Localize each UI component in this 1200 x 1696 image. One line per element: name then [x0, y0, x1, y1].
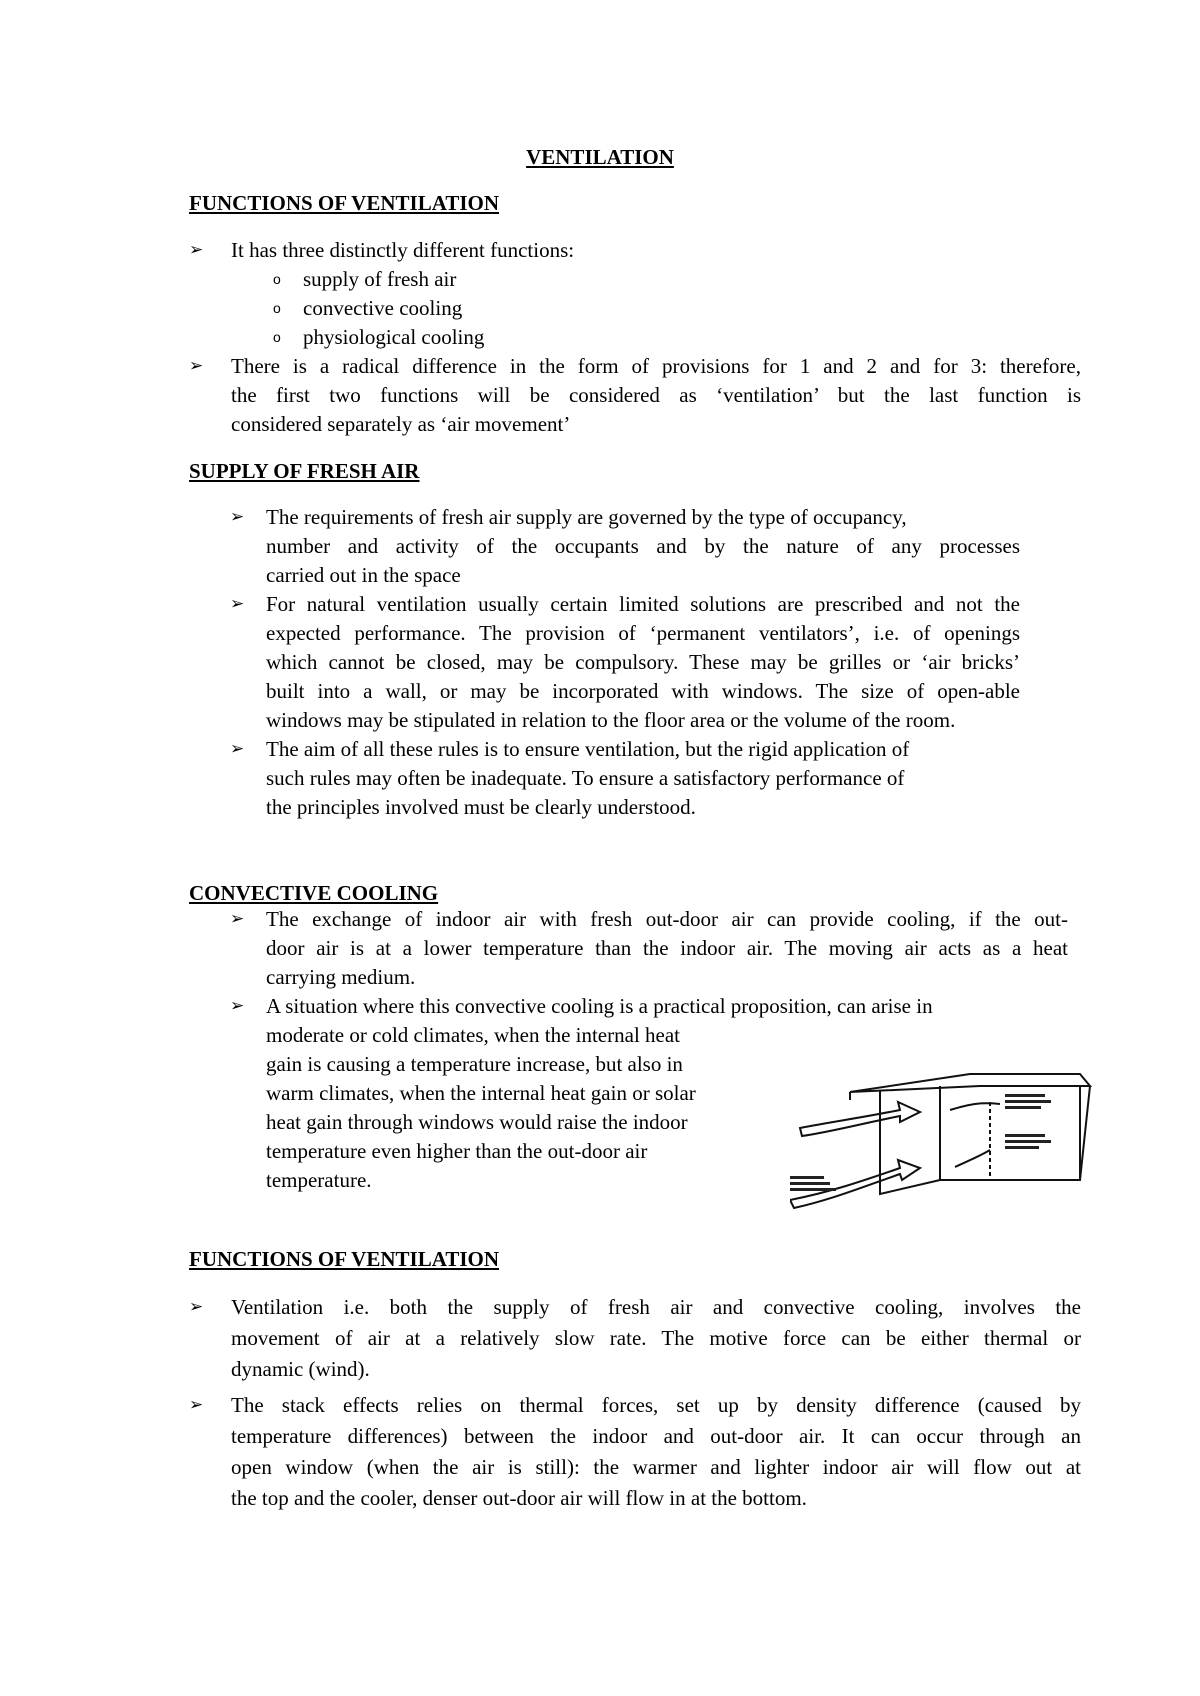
- list-item: ➢ There is a radical difference in the form of provisions for 1 and 2 and for 3: therefore, the first two functions will be considered as ‘ventilation’ but the last function is considered separately as ‘air movement’: [189, 354, 1081, 436]
- functions-list-2: [189, 1292, 1081, 1514]
- list-item: ➢ For natural ventilation usually certain limited solutions are prescribed and not the expected performance. The provision of ‘permanent ventilators’, i.e. of openings which cannot be closed, may be compulsory. These may be grilles or ‘air bricks’ built into a wall, or may be incorporated with windows. The size of open-able windows may be stipulated in relation to the floor area or the volume of the room.: [230, 592, 1020, 732]
- functions-list: [189, 236, 1081, 439]
- supply-list: [230, 503, 1020, 822]
- circle-bullet-icon: o: [273, 271, 281, 287]
- list-item: ➢ The exchange of indoor air with fresh out-door air can provide cooling, if the out- door air is at a lower temperature than the indoor air. The moving air acts as a heat carrying medium.: [230, 907, 1068, 989]
- arrow-bullet-icon: ➢: [189, 240, 204, 260]
- house-airflow-sketch-icon: [790, 1072, 1100, 1212]
- sub-list-item: o convective cooling: [189, 294, 1081, 323]
- list-item: ➢ Ventilation i.e. both the supply of fresh air and convective cooling, involves the movement of air at a relatively slow rate. The motive force can be either thermal or dynamic (wind).: [189, 1292, 1081, 1385]
- arrow-bullet-icon: ➢: [230, 594, 245, 614]
- list-item: ➢ The requirements of fresh air supply are governed by the type of occupancy, number and activity of the occupants and by the nature of any processes carried out in the space: [230, 505, 1020, 587]
- list-item: ➢ A situation where this convective cooling is a practical proposition, can arise in moderate or cold climates, when the internal heat gain is causing a temperature increase, but also in warm climates, when the internal heat gain or solar heat gain through windows would raise the indoor temperature even higher than the out-door air temperature.: [230, 994, 933, 1192]
- arrow-bullet-icon: ➢: [230, 996, 245, 1016]
- section-heading-convective: CONVECTIVE COOLING: [189, 881, 439, 905]
- arrow-bullet-icon: ➢: [230, 507, 245, 527]
- section-heading-supply: SUPPLY OF FRESH AIR: [189, 459, 420, 483]
- sub-list-item: o supply of fresh air: [189, 265, 1081, 294]
- list-item: ➢ It has three distinctly different functions:: [189, 236, 1081, 265]
- page-title: VENTILATION: [526, 145, 674, 169]
- list-item: ➢ The stack effects relies on thermal forces, set up by density difference (caused by temperature differences) between the indoor and out-door air. It can occur through an open window (when the air is still): the warmer and lighter indoor air will flow out at the top and the cooler, denser out-door air will flow in at the bottom.: [189, 1390, 1081, 1514]
- arrow-bullet-icon: ➢: [230, 909, 245, 929]
- sub-list-item: o physiological cooling: [189, 323, 1081, 352]
- circle-bullet-icon: o: [273, 300, 281, 316]
- arrow-bullet-icon: ➢: [189, 1395, 204, 1415]
- section-heading-functions-2: FUNCTIONS OF VENTILATION: [189, 1247, 499, 1271]
- section-heading-functions: FUNCTIONS OF VENTILATION: [189, 191, 499, 215]
- circle-bullet-icon: o: [273, 329, 281, 345]
- list-item: ➢ The aim of all these rules is to ensure ventilation, but the rigid application of such rules may often be inadequate. To ensure a satisfactory performance of the principles involved must be clearly understood.: [230, 737, 910, 819]
- arrow-bullet-icon: ➢: [230, 739, 245, 759]
- arrow-bullet-icon: ➢: [189, 1297, 204, 1317]
- arrow-bullet-icon: ➢: [189, 356, 204, 376]
